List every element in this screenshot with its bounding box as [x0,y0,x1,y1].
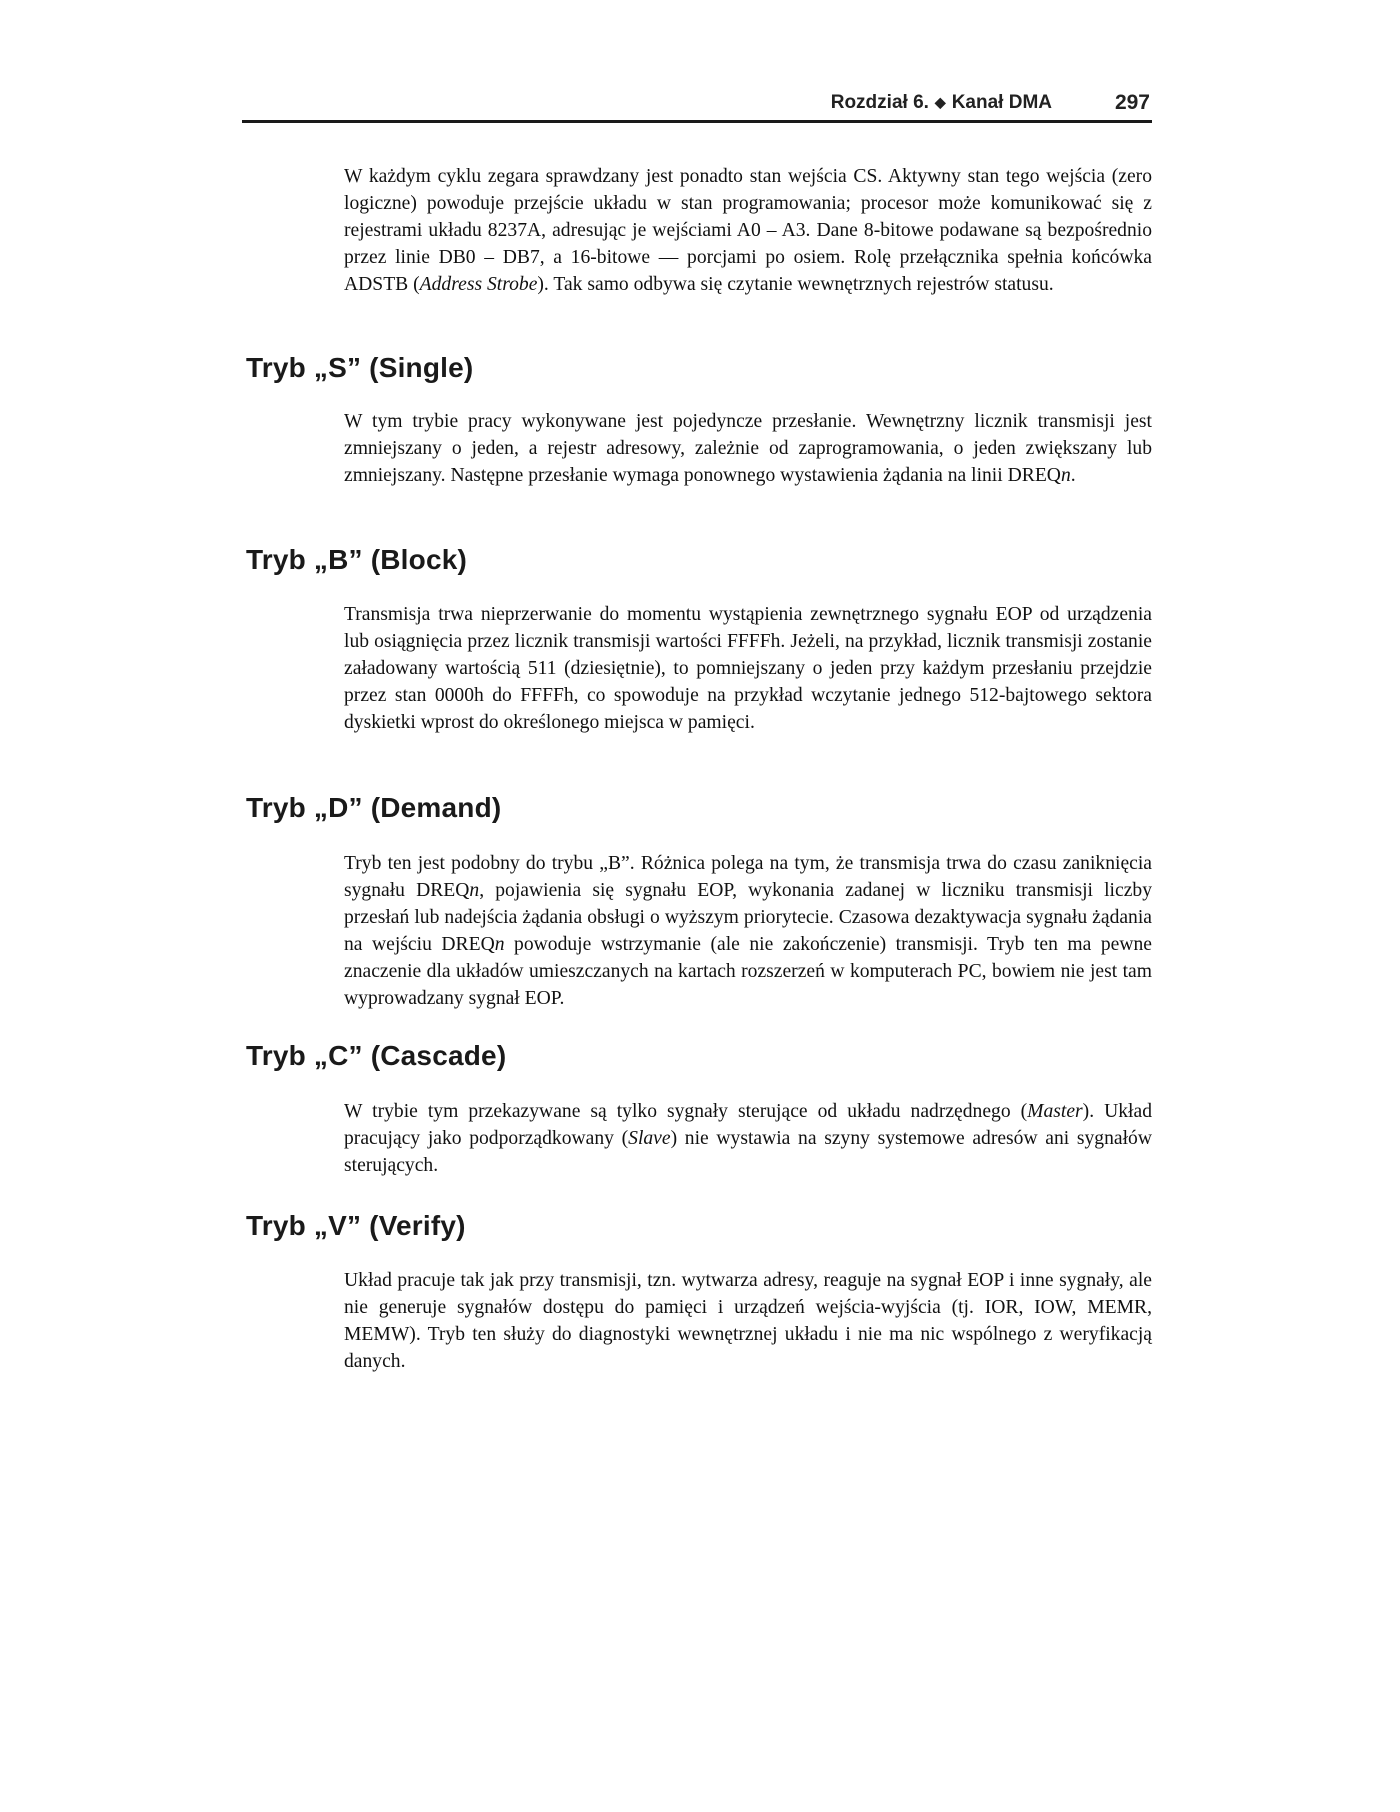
heading-demand-mode: Tryb „D” (Demand) [246,792,502,823]
heading-cascade-mode: Tryb „C” (Cascade) [246,1040,507,1071]
emphasis: Master [1027,1101,1083,1122]
chapter-title [831,92,1052,114]
heading-single-mode: Tryb „S” (Single) [246,352,474,383]
paragraph-cascade-mode: W trybie tym przekazywane są tylko sygnały sterujące od układu nadrzędnego (Master). Układ pracujący jako podporządkowany (Slave) nie wystawia na szyny systemowe adresów ani sygnałów sterujących. [344,1101,1152,1176]
paragraph-single-mode: W tym trybie pracy wykonywane jest pojedyncze przesłanie. Wewnętrzny licznik transmisji jest zmniejszany o jeden, a rejestr adresowy, zależnie od zaprogramowania, o jeden zwiększany lub zmniejszany. Następne przesłanie wymaga ponownego wystawienia żądania na linii DREQn. [344,411,1152,486]
emphasis: n [469,880,480,901]
heading-block-mode: Tryb „B” (Block) [246,544,468,575]
emphasis: Slave [628,1128,671,1149]
chapter-name: Kanał DMA [951,92,1052,113]
emphasis: n [494,934,505,955]
paragraph-demand-mode: Tryb ten jest podobny do trybu „B”. Różnica polega na tym, że transmisja trwa do czasu zaniknięcia sygnału DREQn, pojawienia się sygnału EOP, wykonania zadanej w liczniku transmisji liczby przesłań lub nadejścia żądania obsługi o wyższym priorytecie. Czasowa dezaktywacja sygnału żądania na wejściu DREQn powoduje wstrzymanie (ale nie zakończenie) transmisji. Tryb ten ma pewne znaczenie dla układów umieszczanych na kartach rozszerzeń w komputerach PC, bowiem nie jest tam wyprowadzany sygnał EOP. [344,853,1152,1009]
intro-paragraph: W każdym cyklu zegara sprawdzany jest ponadto stan wejścia CS. Aktywny stan tego wejścia (zero logiczne) powoduje przejście układu w stan programowania; procesor może komunikować się z rejestrami układu 8237A, adresując je wejściami A0 – A3. Dane 8-bitowe podawane są bezpośrednio przez linie DB0 – DB7, a 16-bitowe — porcjami po osiem. Rolę przełącznika spełnia końcówka ADSTB (Address Strobe). Tak samo odbywa się czytanie wewnętrznych rejestrów statusu. [344,166,1152,295]
page-number: 297 [1114,91,1150,114]
chapter-label: Rozdział 6. [830,92,929,113]
heading-verify-mode: Tryb „V” (Verify) [246,1210,466,1241]
diamond-separator-icon: ◆ [934,94,946,110]
emphasis: n [1060,465,1071,486]
running-header [242,86,1152,123]
paragraph-verify-mode: Układ pracuje tak jak przy transmisji, tzn. wytwarza adresy, reaguje na sygnał EOP i inne sygnały, ale nie generuje sygnałów dostępu do pamięci i urządzeń wejścia-wyjścia (tj. IOR, IOW, MEMR, MEMW). Tryb ten służy do diagnostyki wewnętrznej układu i nie ma nic wspólnego z weryfikacją danych. [344,1270,1152,1372]
paragraph-block-mode: Transmisja trwa nieprzerwanie do momentu wystąpienia zewnętrznego sygnału EOP od urządzenia lub osiągnięcia przez licznik transmisji wartości FFFFh. Jeżeli, na przykład, licznik transmisji zostanie załadowany wartością 511 (dziesiętnie), to pomniejszany o jeden przy każdym przesłaniu przejdzie przez stan 0000h do FFFFh, co spowoduje na przykład wczytanie jednego 512-bajtowego sektora dyskietki wprost do określonego miejsca w pamięci. [344,604,1152,733]
emphasis: Address Strobe [419,274,538,295]
